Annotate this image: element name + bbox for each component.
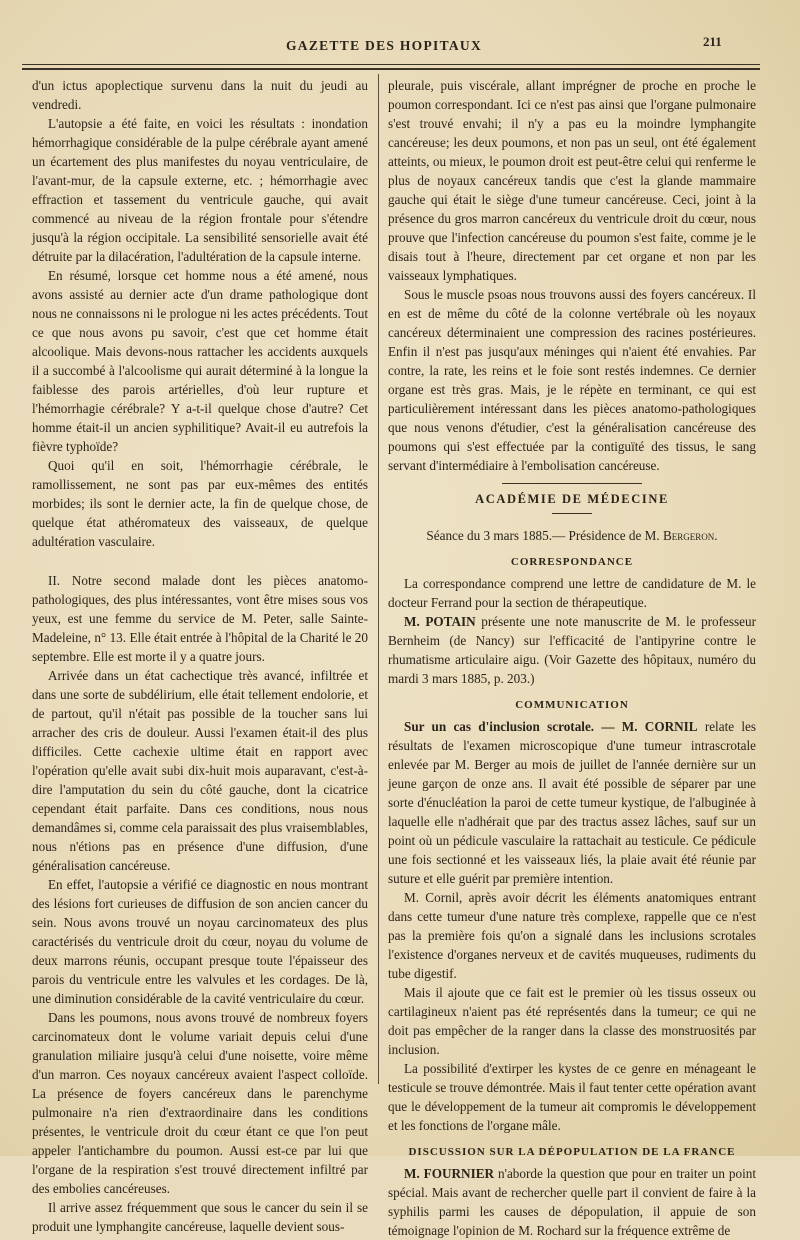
paragraph: Mais il ajoute que ce fait est le premier où les tissus osseux ou cartilagineux n'aient pas été représentés dans la tumeur; ce qui ne doit pas empêcher de la ranger dans la classe des monstruosités par inclusion. bbox=[388, 985, 756, 1057]
paragraph: En effet, l'autopsie a vérifié ce diagnostic en nous montrant des lésions fort curieuses de diffusion de son ancien cancer du sein. Nous avons trouvé un noyau carcinomateux des plus caractérisés du ventricule droit du cœur, noyau du volume de deux marrons réunis, occupant presque toute l'épaisseur des parois du ventricule entre les valvules et les cordages. De là, une diminution considérable de la cavité ventriculaire du cœur. bbox=[32, 877, 368, 1006]
paragraph-text: présente une note manuscrite de M. le professeur Bernheim (de Nancy) sur l'efficacité de l'antipyrine contre le rhumatisme articulaire aigu. (Voir Gazette des hôpitaux, numéro du mardi 3 mars 1885, p. 203.) bbox=[388, 614, 756, 686]
paragraph: II. Notre second malade dont les pièces anatomo-pathologiques, des plus intéressantes, vont être mises sous vos yeux, est une femme du service de M. Peter, salle Sainte-Madeleine, n° 13. Elle était entrée à l'hôpital de la Charité le 20 septembre. Elle est morte il y a quatre jours. bbox=[32, 573, 368, 664]
paragraph: Sous le muscle psoas nous trouvons aussi des foyers cancéreux. Il en est de même du côté de la colonne vertébrale où les noyaux cancéreux déterminaient une compression des racines postérieures. Enfin il n'est pas jusqu'aux méninges qui n'aient été envahies. Par contre, la rate, les reins et le foie sont restés indemnes. Ce dernier organe est très gras. Mais, je le répète en terminant, ce qui est particulièrement intéressant dans les pièces anatomo-pathologiques que nous venons d'étudier, c'est la généralisation cancéreuse des poumons qui s'est effectuée par la contiguïté des tissus, le sang servant d'intermédiaire à l'embolisation cancéreuse. bbox=[388, 287, 756, 473]
paragraph: L'autopsie a été faite, en voici les résultats : inondation hémorrhagique considérable de la pulpe cérébrale ayant amené un écartement des plus manifestes du noyau ventriculaire, de l'avant-mur, de la capsule externe, etc. ; hémorrhagie avec effraction et tassement du ventricule gauche, qui avait commencé au niveau de la région frontale pour s'étendre jusqu'à la région occipitale. La sensibilité sensorielle avait été détruite par la dilacération, l'adultération de la capsule interne. bbox=[32, 116, 368, 264]
paragraph: Dans les poumons, nous avons trouvé de nombreux foyers carcinomateux dont le volume variait depuis celui d'une granulation miliaire jusqu'à celui d'une noisette, voire même d'un marron. Ces noyaux cancéreux avaient l'aspect colloïde. La présence de foyers cancéreux dans le parenchyme pulmonaire n'a rien d'extraordinaire dans les conditions présentes, le ventricule droit du cœur étant ce que l'on peut appeler l'antichambre du poumon. Aussi est-ce par lui que l'organe de la respiration s'est trouvé directement infiltré par des embolies cancéreuses. bbox=[32, 1010, 368, 1196]
running-title: GAZETTE DES HOPITAUX bbox=[286, 38, 483, 53]
paragraph-fournier bbox=[388, 1164, 756, 1240]
paragraph: pleurale, puis viscérale, allant imprégner de proche en proche le poumon correspondant. Ici ce n'est pas ainsi que l'organe pulmonaire s'est trouvé envahi; il n'y a pas eu la moindre lymphangite cancéreuse; les deux poumons, et non pas un seul, ont été également atteints, ou mieux, le poumon droit est peut-être celui qui renferme le plus de noyaux cancéreux tandis que c'est la glande mammaire gauche qui était le siège d'une tumeur cancéreuse. Ceci, joint à la présence du gros marron cancéreux du ventricule droit du cœur, nous prouve que l'infection cancéreuse du poumon s'est faite, comme je le disais tout à l'heure, directement par cet organe et non par les vaisseaux lymphatiques. bbox=[388, 78, 756, 283]
header-rule-top bbox=[22, 64, 760, 65]
paragraph-text: relate les résultats de l'examen microscopique d'une tumeur intrascrotale enlevée par M. Berger au mois de juillet de l'année dernière sur un jeune garçon de onze ans. Il avait été possible de séparer par une sorte d'énucléation la paroi de cette tumeur kystique, de l'albuginée à laquelle elle n'adhérait que par des tractus assez lâches, sauf sur un point où un pédicule vasculaire la rattachait au testicule. Ce pédicule une fois sectionné et les vaisseaux liés, la plaie avait été réunie par suture et elle guérit par première intention. bbox=[388, 719, 756, 886]
subsection-title-communication: COMMUNICATION bbox=[515, 699, 629, 711]
speaker-name: M. FOURNIER bbox=[404, 1166, 495, 1181]
section-separator bbox=[502, 483, 642, 484]
paragraph-text: n'aborde la question que pour en traiter un point spécial. Mais avant de rechercher quelle part il convient de faire à la syphilis parmi les causes de dépopulation, il appuie de son témoignage l'opinion de M. Rochard sur la fréquence extrême de bbox=[388, 1166, 756, 1238]
paragraph: Il arrive assez fréquemment que sous le cancer du sein il se produit une lymphangite cancéreuse, laquelle devient sous- bbox=[32, 1200, 368, 1234]
column-divider bbox=[378, 74, 379, 1084]
paragraph: La correspondance comprend une lettre de candidature de M. le docteur Ferrand pour la section de thérapeutique. bbox=[388, 576, 756, 610]
title-underline bbox=[552, 513, 592, 514]
paragraph: d'un ictus apoplectique survenu dans la nuit du jeudi au vendredi. bbox=[32, 78, 368, 112]
session-line bbox=[388, 526, 756, 545]
paragraph-cornil bbox=[388, 717, 756, 888]
subsection-title-depopulation: DISCUSSION SUR LA DÉPOPULATION DE LA FRANCE bbox=[408, 1146, 736, 1158]
subsection-title-correspondance: CORRESPONDANCE bbox=[510, 556, 634, 568]
paragraph: En résumé, lorsque cet homme nous a été amené, nous avons assisté au dernier acte d'un drame pathologique dont nous ne connaissons ni le prologue ni les actes précédents. Tout ce que nous avons pu savoir, c'est que cet homme était alcoolique. Mais devons-nous rattacher les accidents auxquels il a succombé à l'alcoolisme qui aurait déterminé à la longue la faiblesse des parois artérielles, d'où leur rupture et l'hémorrhagie cérébrale? Y a-t-il quelque chose d'autre? Cet homme était-il un ancien syphilitique? Avait-il eu autrefois la fièvre typhoïde? bbox=[32, 268, 368, 454]
session-president: Bergeron. bbox=[663, 528, 718, 543]
section-title-academie: ACADÉMIE DE MÉDECINE bbox=[475, 492, 669, 506]
paragraph: M. Cornil, après avoir décrit les éléments anatomiques entrant dans cette tumeur d'une nature très complexe, rappelle que ce n'est pas la première fois qu'on a signalé dans les inclusions scrotales l'existence d'organes nerveux et de cavités muqueuses, rudiments du tube digestif. bbox=[388, 890, 756, 981]
speaker-name: — M. CORNIL bbox=[594, 719, 698, 734]
paragraph: La possibilité d'extirper les kystes de ce genre en ménageant le testicule se trouve démontrée. Mais il faut tenter cette opération avant que le développement de la tumeur ait compromis le développement et les fonctions de l'organe mâle. bbox=[388, 1061, 757, 1133]
communication-heading: Sur un cas d'inclusion scrotale. bbox=[404, 719, 595, 734]
session-text: Séance du 3 mars 1885.— Présidence de M. bbox=[426, 528, 660, 543]
speaker-name: M. POTAIN bbox=[404, 614, 476, 629]
right-column bbox=[388, 76, 756, 1240]
page-number: 211 bbox=[703, 34, 722, 49]
paragraph: Arrivée dans un état cachectique très avancé, infiltrée et dans une sorte de subdélirium, elle était tellement endolorie, et de partout, qu'il n'était pas possible de la toucher sans lui arracher des cris de douleur. Aussi l'examen était-il des plus difficiles. Cette cachexie ultime était en rapport avec l'opération qu'elle avait subi dix-huit mois auparavant, c'est-à-dire l'amputation du sein du côté gauche, dont la cicatrice cependant était parfaite. Dans ces conditions, nous nous demandâmes si, comme cela paraissait des plus vraisemblables, nous n'étions pas en présence d'une diffusion, d'une généralisation cancéreuse. bbox=[32, 668, 368, 873]
page-header bbox=[0, 34, 800, 58]
paragraph-potain bbox=[388, 612, 756, 688]
left-column bbox=[32, 76, 368, 1236]
header-rule-bottom bbox=[22, 68, 760, 70]
paragraph: Quoi qu'il en soit, l'hémorrhagie cérébrale, le ramollissement, ne sont pas par eux-mêmes des entités morbides; ils sont le dernier acte, la fin de quelque chose, de quelque état athéromateux des vaisseaux, de quelque adultération vasculaire. bbox=[32, 458, 368, 549]
